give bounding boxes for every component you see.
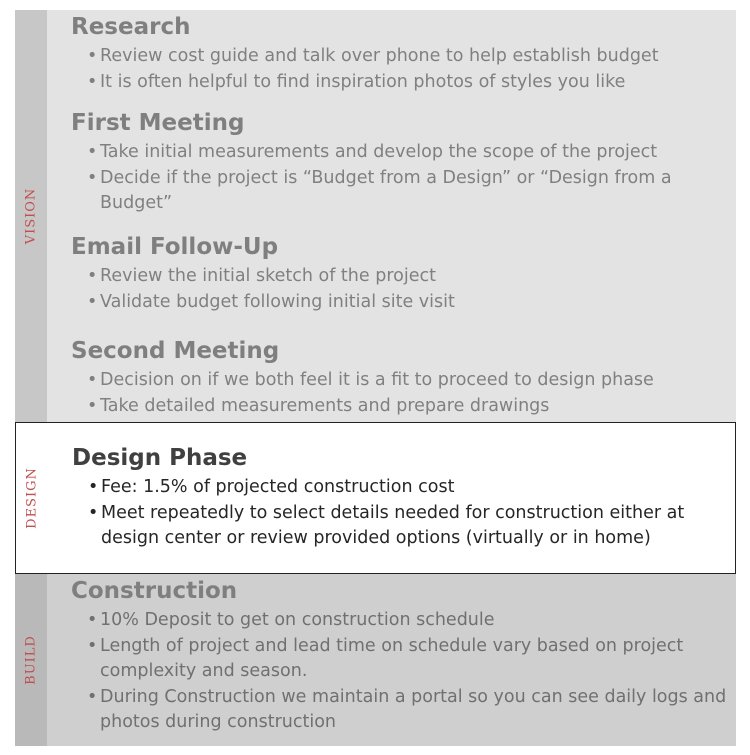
step-design-phase [72, 443, 731, 552]
list-item: • Take initial measurements and develop the scope of the project [87, 140, 732, 166]
step-bullets-construction [87, 608, 732, 736]
step-title-second-meeting: Second Meeting [71, 338, 280, 364]
step-bullets-email-follow-up [87, 264, 732, 315]
step-title-construction: Construction [71, 578, 238, 604]
design-phase-band [15, 422, 736, 574]
step-research [71, 12, 732, 95]
build-phase-strip [15, 574, 47, 746]
step-title-email-follow-up: Email Follow-Up [71, 234, 279, 260]
design-phase-label: DESIGN [24, 467, 40, 529]
list-item: • Decide if the project is “Budget from a Design” or “Design from a Budget” [87, 166, 732, 217]
list-item: • During Construction we maintain a portal so you can see daily logs and photos during construction [87, 685, 732, 736]
step-title-first-meeting: First Meeting [71, 110, 245, 136]
step-bullets-first-meeting [87, 140, 732, 217]
step-first-meeting [71, 108, 732, 217]
build-phase-band [15, 574, 736, 746]
step-construction [71, 576, 732, 736]
step-second-meeting [71, 336, 732, 419]
list-item: • Validate budget following initial site visit [87, 290, 732, 316]
step-bullets-second-meeting [87, 368, 732, 419]
build-phase-label: BUILD [23, 635, 39, 685]
step-title-research: Research [71, 14, 191, 40]
vision-phase-strip [15, 10, 47, 422]
list-item: • Take detailed measurements and prepare drawings [87, 394, 732, 420]
vision-phase-label: VISION [23, 187, 39, 245]
list-item: • 10% Deposit to get on construction schedule [87, 608, 732, 634]
list-item: • Review the initial sketch of the project [87, 264, 732, 290]
list-item: • It is often helpful to find inspiration photos of styles you like [87, 70, 732, 96]
design-phase-strip [16, 423, 48, 573]
list-item: • Fee: 1.5% of projected construction cost [88, 475, 731, 501]
step-bullets-research [87, 44, 732, 95]
vision-phase-band [15, 10, 736, 422]
step-email-follow-up [71, 232, 732, 315]
step-title-design-phase: Design Phase [72, 445, 248, 471]
step-bullets-design-phase [88, 475, 731, 552]
list-item: • Review cost guide and talk over phone to help establish budget [87, 44, 732, 70]
list-item: • Meet repeatedly to select details needed for construction either at design center or review provided options (virtually or in home) [88, 501, 731, 552]
list-item: • Decision on if we both feel it is a fit to proceed to design phase [87, 368, 732, 394]
list-item: • Length of project and lead time on schedule vary based on project complexity and season. [87, 634, 732, 685]
